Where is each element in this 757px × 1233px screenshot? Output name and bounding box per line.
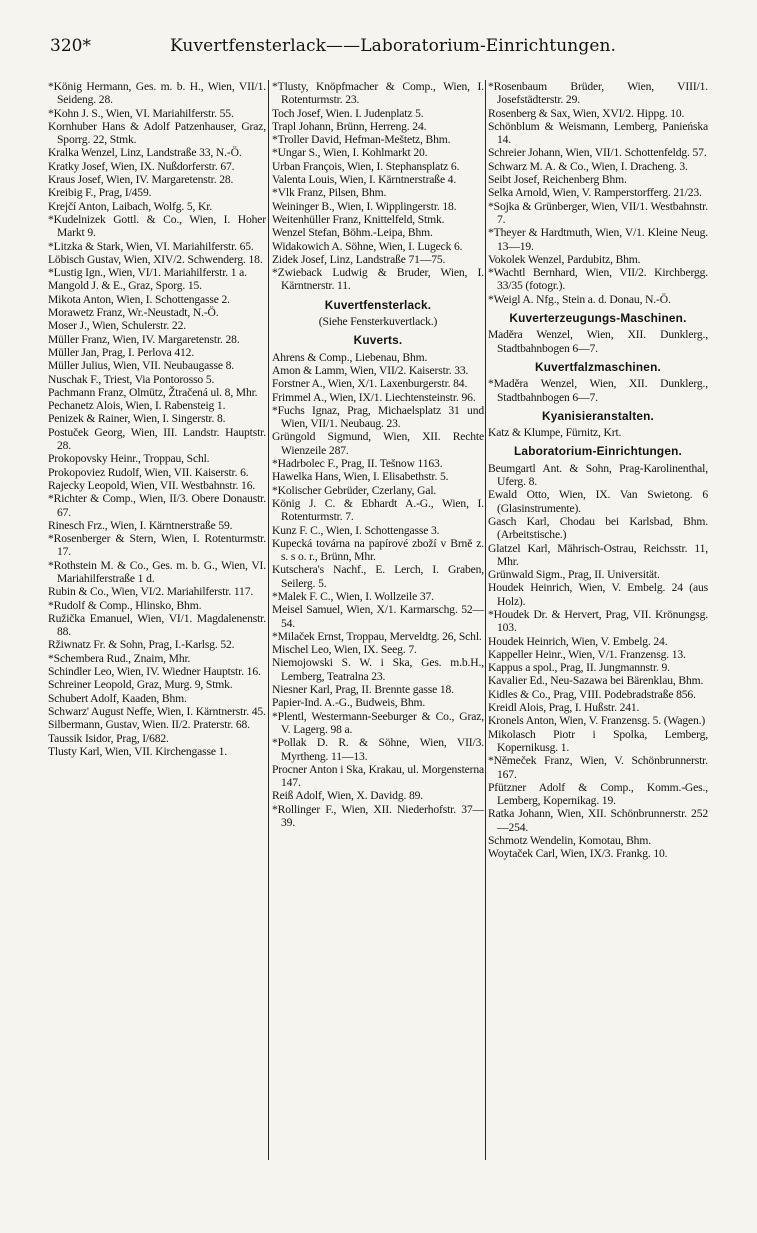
- directory-entry: *Rothstein M. & Co., Ges. m. b. G., Wien, VI. Mariahilferstraße 1 d.: [48, 558, 266, 585]
- directory-entry: Beumgartl Ant. & Sohn, Prag-Karolinenthal, Uferg. 8.: [488, 461, 708, 489]
- directory-entry: Houdek Heinrich, Wien, V. Embelg. 24.: [488, 634, 668, 648]
- directory-entry: Kreidl Alois, Prag, I. Hußstr. 241.: [488, 701, 640, 715]
- directory-entry: Forstner A., Wien, X/1. Laxenburgerstr. 84.: [272, 377, 468, 391]
- directory-entry: Katz & Klumpe, Fürnitz, Krt.: [488, 426, 622, 440]
- directory-entry: Ratka Johann, Wien, XII. Schönbrunnerstr. 252—254.: [488, 807, 708, 834]
- directory-entry: *Milaček Ernst, Troppau, Merveldtg. 26, Schl.: [272, 629, 482, 643]
- directory-entry: Niesner Karl, Prag, II. Brennte gasse 18.: [272, 683, 454, 697]
- directory-entry: *Maděra Wenzel, Wien, XII. Dunklerg., Stadtbahnbogen 6—7.: [488, 377, 708, 404]
- directory-entry: *Rudolf & Comp., Hlinsko, Bhm.: [48, 598, 202, 612]
- directory-entry: *Hadrbolec F., Prag, II. Tešnow 1163.: [272, 457, 443, 471]
- directory-entry: *Kolischer Gebrüder, Czerlany, Gal.: [272, 483, 437, 497]
- section-heading: Kuverterzeugungs-Maschinen.: [509, 311, 687, 326]
- column-left: [48, 80, 266, 758]
- directory-entry: Gasch Karl, Chodau bei Karlsbad, Bhm. (Arbeitstische.): [488, 514, 708, 542]
- directory-entry: Postuček Georg, Wien, III. Landstr. Hauptstr. 28.: [48, 425, 266, 453]
- running-title: Kuvertfensterlack——Laboratorium-Einrichtungen.: [170, 36, 617, 56]
- directory-entry: *Rosenbaum Brüder, Wien, VIII/1. Josefstädterstr. 29.: [488, 80, 708, 107]
- directory-entry: *Wachtl Bernhard, Wien, VII/2. Kirchbergg. 33/35 (fotogr.).: [488, 266, 708, 293]
- column-divider: [268, 80, 269, 1160]
- directory-entry: Morawetz Franz, Wr.-Neustadt, N.-Ö.: [48, 306, 219, 320]
- directory-entry: Schwarz M. A. & Co., Wien, I. Dracheng. 3.: [488, 159, 688, 173]
- directory-entry: *Richter & Comp., Wien, II/3. Obere Donaustr. 67.: [48, 492, 266, 519]
- directory-entry: *Houdek Dr. & Hervert, Prag, VII. Krönungsg. 103.: [488, 607, 708, 635]
- directory-entry: Schmotz Wendelin, Komotau, Bhm.: [488, 834, 651, 848]
- page-header: [50, 36, 710, 64]
- directory-entry: Krejčí Anton, Laibach, Wolfg. 5, Kr.: [48, 199, 213, 213]
- directory-entry: Kutschera's Nachf., E. Lerch, I. Graben, Seilerg. 5.: [272, 563, 484, 590]
- directory-entry: Kupecká továrna na papírové zboží v Brně z. s. s o. r., Brünn, Mhr.: [272, 536, 484, 564]
- directory-entry: Silbermann, Gustav, Wien. II/2. Praterstr. 68.: [48, 718, 250, 732]
- directory-entry: Kappus a spol., Prag, II. Jungmannstr. 9.: [488, 661, 670, 675]
- directory-entry: Kratky Josef, Wien, IX. Nußdorferstr. 67.: [48, 159, 235, 173]
- directory-entry: Meisel Samuel, Wien, X/1. Karmarschg. 52—54.: [272, 603, 484, 630]
- directory-entry: Mischel Leo, Wien, IX. Seeg. 7.: [272, 643, 417, 657]
- directory-entry: Weitenhüller Franz, Knittelfeld, Stmk.: [272, 212, 445, 226]
- directory-entry: Kreibig F., Prag, I/459.: [48, 186, 152, 200]
- directory-entry: Rinesch Frz., Wien, I. Kärntnerstraße 59.: [48, 518, 233, 532]
- directory-entry: Grünwald Sigm., Prag, II. Universität.: [488, 568, 660, 582]
- directory-entry: *Troller David, Hefman-Meštetz, Bhm.: [272, 133, 451, 147]
- directory-entry: Grüngold Sigmund, Wien, XII. Rechte Wienzeile 287.: [272, 430, 484, 457]
- directory-entry: *Tlusty, Knöpfmacher & Comp., Wien, I. Rotenturmstr. 23.: [272, 80, 484, 107]
- directory-entry: Vokolek Wenzel, Pardubitz, Bhm.: [488, 252, 641, 266]
- directory-entry: Mangold J. & E., Graz, Sporg. 15.: [48, 279, 202, 293]
- directory-entry: Wenzel Stefan, Böhm.-Leipa, Bhm.: [272, 226, 433, 240]
- directory-entry: Kralka Wenzel, Linz, Landstraße 33, N.-Ö.: [48, 146, 242, 160]
- directory-entry: Weininger B., Wien, I. Wipplingerstr. 18.: [272, 199, 457, 213]
- directory-entry: Reiß Adolf, Wien, X. Davidg. 89.: [272, 789, 424, 803]
- directory-entry: *Plentl, Westermann-Seeburger & Co., Graz, V. Lagerg. 98 a.: [272, 709, 484, 736]
- section-heading: Laboratorium-Einrichtungen.: [514, 444, 682, 459]
- directory-entry: *Kohn J. S., Wien, VI. Mariahilferstr. 55.: [48, 106, 234, 120]
- directory-entry: Tlusty Karl, Wien, VII. Kirchengasse 1.: [48, 744, 228, 758]
- directory-entry: Schönblum & Weismann, Lemberg, Panieńska 14.: [488, 119, 708, 147]
- section-heading: Kuvertfalzmaschinen.: [535, 359, 661, 374]
- page-number: 320*: [50, 36, 91, 56]
- directory-entry: Woytaček Carl, Wien, IX/3. Frankg. 10.: [488, 847, 668, 861]
- directory-entry: Rajecky Leopold, Wien, VII. Westbahnstr. 16.: [48, 478, 256, 492]
- directory-entry: Schreier Johann, Wien, VII/1. Schottenfeldg. 57.: [488, 146, 707, 160]
- directory-entry: Müller Franz, Wien, IV. Margaretenstr. 28.: [48, 332, 240, 346]
- directory-entry: Niemojowski S. W. i Ska, Ges. m.b.H., Lemberg, Teatralna 23.: [272, 656, 484, 683]
- directory-entry: Schreiner Leopold, Graz, Murg. 9, Stmk.: [48, 678, 233, 692]
- directory-entry: Widakowich A. Söhne, Wien, I. Lugeck 6.: [272, 239, 463, 253]
- directory-entry: Kronels Anton, Wien, V. Franzensg. 5. (Wagen.): [488, 714, 706, 728]
- directory-entry: *Ungar S., Wien, I. Kohlmarkt 20.: [272, 146, 428, 160]
- directory-entry: *Rosenberger & Stern, Wien, I. Rotenturmstr. 17.: [48, 532, 266, 559]
- directory-entry: Rubin & Co., Wien, VI/2. Mariahilferstr. 117.: [48, 585, 254, 599]
- directory-entry: Seibt Josef, Reichenberg Bhm.: [488, 173, 627, 187]
- directory-entry: Kavalier Ed., Neu-Sazawa bei Bärenklau, Bhm.: [488, 674, 704, 688]
- directory-entry: Prokopovsky Heinr., Troppau, Schl.: [48, 452, 210, 466]
- directory-entry: Trapl Johann, Brünn, Herreng. 24.: [272, 119, 427, 133]
- directory-entry: *Theyer & Hardtmuth, Wien, V/1. Kleine Neug. 13—19.: [488, 226, 708, 253]
- directory-entry: Müller Jan, Prag, I. Perlova 412.: [48, 345, 195, 359]
- directory-entry: Nuschak F., Triest, Via Pontorosso 5.: [48, 372, 215, 386]
- directory-entry: Toch Josef, Wien. I. Judenplatz 5.: [272, 106, 424, 120]
- directory-entry: Pechanetz Alois, Wien, I. Rabensteig 1.: [48, 399, 226, 413]
- directory-entry: Schwarz' August Neffe, Wien, I. Kärntnerstr. 45.: [48, 704, 266, 718]
- directory-entry: *Sojka & Grünberger, Wien, VII/1. Westbahnstr. 7.: [488, 199, 708, 226]
- directory-entry: Houdek Heinrich, Wien, V. Embelg. 24 (aus Holz).: [488, 581, 708, 608]
- directory-entry: Prokopoviez Rudolf, Wien, VII. Kaiserstr. 6.: [48, 465, 249, 479]
- directory-entry: *Vlk Franz, Pilsen, Bhm.: [272, 186, 387, 200]
- directory-entry: *Malek F. C., Wien, I. Wollzeile 37.: [272, 589, 434, 603]
- directory-entry: Urban François, Wien, I. Stephansplatz 6.: [272, 159, 460, 173]
- section-heading: Kyanisieranstalten.: [542, 408, 654, 423]
- directory-entry: *Němeček Franz, Wien, V. Schönbrunnerstr. 167.: [488, 754, 708, 781]
- directory-entry: Kraus Josef, Wien, IV. Margaretenstr. 28.: [48, 173, 234, 187]
- column-divider: [485, 80, 486, 1160]
- directory-entry: Ewald Otto, Wien, IX. Van Swietong. 6 (Glasinstrumente).: [488, 488, 708, 515]
- directory-entry: Penizek & Rainer, Wien, I. Singerstr. 8.: [48, 412, 226, 426]
- directory-entry: Schindler Leo, Wien, IV. Wiedner Hauptstr. 16.: [48, 665, 261, 679]
- directory-entry: Kidles & Co., Prag, VIII. Podebradstraße 856.: [488, 687, 696, 701]
- directory-entry: Ržiwnatz Fr. & Sohn, Prag, I.-Karlsg. 52.: [48, 638, 235, 652]
- directory-entry: Maděra Wenzel, Wien, XII. Dunklerg., Stadtbahnbogen 6—7.: [488, 328, 708, 355]
- directory-entry: Schubert Adolf, Kaaden, Bhm.: [48, 691, 187, 705]
- directory-entry: Hawelka Hans, Wien, I. Elisabethstr. 5.: [272, 470, 449, 484]
- directory-entry: Mikota Anton, Wien, I. Schottengasse 2.: [48, 292, 230, 306]
- directory-entry: Glatzel Karl, Mährisch-Ostrau, Reichsstr. 11, Mhr.: [488, 541, 708, 568]
- directory-entry: Papier-Ind. A.-G., Budweis, Bhm.: [272, 696, 426, 710]
- directory-entry: Ružička Emanuel, Wien, VI/1. Magdalenenstr. 88.: [48, 611, 266, 639]
- directory-entry: Pachmann Franz, Olmütz, Žtračená ul. 8, Mhr.: [48, 385, 258, 399]
- section-heading: Kuverts.: [353, 333, 403, 348]
- directory-entry: Frimmel A., Wien, IX/1. Liechtensteinstr. 96.: [272, 390, 476, 404]
- directory-entry: *Weigl A. Nfg., Stein a. d. Donau, N.-Ö.: [488, 292, 671, 306]
- directory-entry: *Fuchs Ignaz, Prag, Michaelsplatz 31 und Wien, VII/1. Neubaug. 23.: [272, 403, 484, 431]
- column-right: [488, 80, 708, 861]
- section-heading: Kuvertfensterlack.: [324, 297, 432, 312]
- directory-entry: Selka Arnold, Wien, V. Ramperstorfferg. 21/23.: [488, 186, 702, 200]
- directory-entry: Mikolasch Piotr i Spolka, Lemberg, Kopernikusg. 1.: [488, 727, 708, 754]
- directory-entry: *König Hermann, Ges. m. b. H., Wien, VII/1. Seideng. 28.: [48, 80, 266, 107]
- directory-entry: Valenta Louis, Wien, I. Kärntnerstraße 4.: [272, 173, 457, 187]
- directory-entry: Moser J., Wien, Schulerstr. 22.: [48, 319, 186, 333]
- directory-entry: Zidek Josef, Linz, Landstraße 71—75.: [272, 252, 446, 266]
- directory-entry: Ahrens & Comp., Liebenau, Bhm.: [272, 350, 428, 364]
- directory-entry: Kornhuber Hans & Adolf Patzenhauser, Graz, Sporrg. 22, Stmk.: [48, 119, 266, 147]
- directory-entry: Procner Anton i Ska, Krakau, ul. Morgensterna 147.: [272, 762, 484, 790]
- directory-entry: Amon & Lamm, Wien, VII/2. Kaiserstr. 33.: [272, 363, 469, 377]
- column-middle: [272, 80, 484, 829]
- directory-entry: Taussik Isidor, Prag, I/682.: [48, 731, 169, 745]
- directory-entry: Löbisch Gustav, Wien, XIV/2. Schwenderg. 18.: [48, 252, 263, 266]
- directory-entry: Müller Julius, Wien, VII. Neubaugasse 8.: [48, 359, 234, 373]
- directory-entry: Pfützner Adolf & Comp., Komm.-Ges., Lemberg, Kopernikag. 19.: [488, 780, 708, 808]
- directory-entry: *Litzka & Stark, Wien, VI. Mariahilferstr. 65.: [48, 239, 254, 253]
- directory-entry: Kappeller Heinr., Wien, V/1. Franzensg. 13.: [488, 647, 686, 661]
- directory-entry: *Kudelnizek Gottl. & Co., Wien, I. Hoher Markt 9.: [48, 212, 266, 240]
- directory-entry: König J. C. & Ebhardt A.-G., Wien, I. Rotenturmstr. 7.: [272, 496, 484, 524]
- directory-entry: *Schembera Rud., Znaim, Mhr.: [48, 651, 191, 665]
- directory-entry: *Zwieback Ludwig & Bruder, Wien, I. Kärntnerstr. 11.: [272, 266, 484, 293]
- directory-entry: Kunz F. C., Wien, I. Schottengasse 3.: [272, 523, 440, 537]
- directory-entry: *Pollak D. R. & Söhne, Wien, VII/3. Myrtheng. 11—13.: [272, 736, 484, 763]
- directory-entry: *Lustig Ign., Wien, VI/1. Mariahilferstr. 1 a.: [48, 266, 247, 280]
- directory-entry: *Rollinger F., Wien, XII. Niederhofstr. 37—39.: [272, 802, 484, 830]
- cross-reference-note: (Siehe Fensterkuvertlack.): [318, 315, 438, 329]
- directory-entry: Rosenberg & Sax, Wien, XVI/2. Hippg. 10.: [488, 106, 685, 120]
